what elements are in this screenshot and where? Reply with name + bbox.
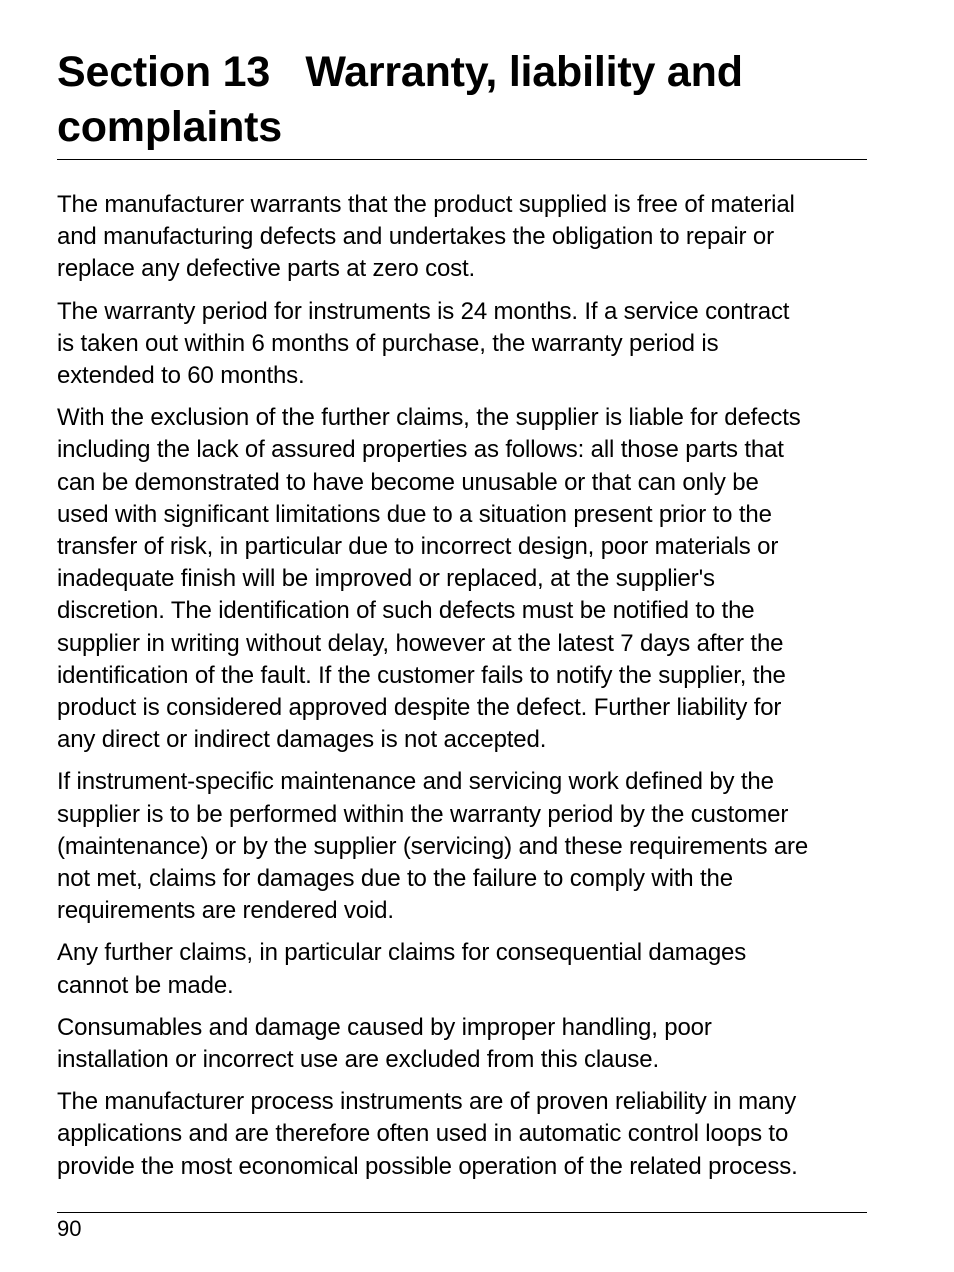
paragraph-line: The manufacturer process instruments are of proven reliability in many [57,1088,797,1116]
paragraph [57,1012,867,1076]
paragraph-line: With the exclusion of the further claims, the supplier is liable for defects [57,404,801,432]
paragraph-line: extended to 60 months. [57,362,305,390]
paragraph-line: Any further claims, in particular claims for consequential damages [57,939,747,967]
paragraph-line: provide the most economical possible operation of the related process. [57,1152,798,1180]
section-heading-line-1: Section 13 Warranty, liability and [57,48,743,96]
section-heading [57,45,867,155]
paragraph-line: and manufacturing defects and undertakes the obligation to repair or [57,223,774,251]
heading-divider [57,159,867,160]
footer-divider [57,1212,867,1213]
paragraph-line: supplier is to be performed within the warranty period by the customer [57,800,789,828]
paragraph [57,189,867,286]
paragraph-line: If instrument-specific maintenance and servicing work defined by the [57,768,774,796]
paragraph-line: requirements are rendered void. [57,897,394,925]
page-number: 90 [57,1216,82,1241]
paragraph-line: cannot be made. [57,971,234,999]
paragraph-line: can be demonstrated to have become unusable or that can only be [57,468,759,496]
paragraph-line: not met, claims for damages due to the failure to comply with the [57,865,733,893]
paragraph-line: transfer of risk, in particular due to incorrect design, poor materials or [57,533,779,561]
paragraph-line: The manufacturer warrants that the product supplied is free of material [57,191,795,218]
paragraph-line: discretion. The identification of such defects must be notified to the [57,597,755,625]
paragraph-line: The warranty period for instruments is 24 months. If a service contract [57,297,790,325]
body-text [57,189,867,1193]
paragraph [57,402,867,756]
document-page [57,0,867,1272]
paragraph-line: is taken out within 6 months of purchase, the warranty period is [57,329,719,357]
paragraph [57,766,867,927]
paragraph-line: used with significant limitations due to a situation present prior to the [57,500,772,528]
paragraph [57,296,867,393]
paragraph-line: installation or incorrect use are excluded from this clause. [57,1046,659,1074]
paragraph-line: any direct or indirect damages is not accepted. [57,726,547,754]
paragraph-line: product is considered approved despite the defect. Further liability for [57,694,782,722]
paragraph-line: inadequate finish will be improved or replaced, at the supplier's [57,565,715,593]
section-heading-line-2: complaints [57,103,282,151]
paragraph [57,1086,867,1183]
paragraph-line: supplier in writing without delay, however at the latest 7 days after the [57,629,784,657]
paragraph-line: applications and are therefore often used in automatic control loops to [57,1120,789,1148]
paragraph-line: (maintenance) or by the supplier (servicing) and these requirements are [57,832,809,860]
paragraph-line: identification of the fault. If the customer fails to notify the supplier, the [57,661,786,689]
paragraph-line: replace any defective parts at zero cost. [57,255,476,283]
paragraph-line: including the lack of assured properties as follows: all those parts that [57,436,784,464]
paragraph-line: Consumables and damage caused by improper handling, poor [57,1013,712,1041]
paragraph [57,937,867,1001]
